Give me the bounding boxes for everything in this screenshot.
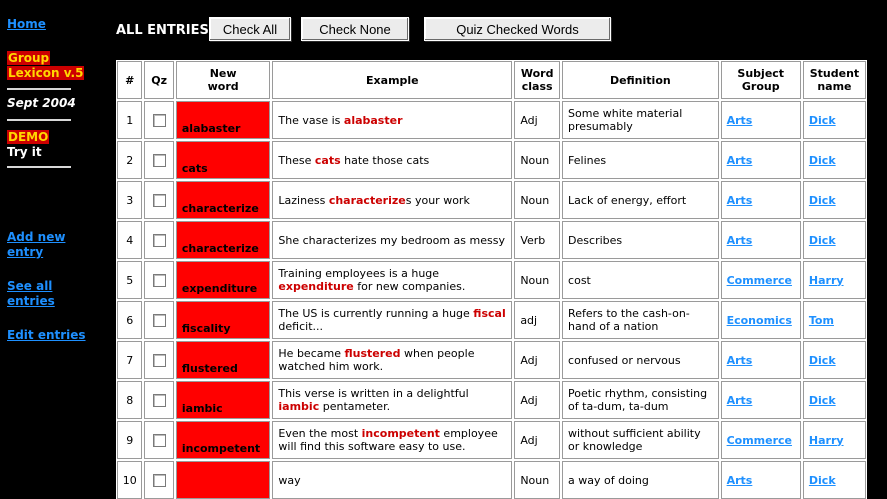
new-word-cell [176, 141, 271, 179]
new-word: cats [181, 162, 208, 175]
subject-group-link[interactable]: Economics [726, 313, 792, 327]
example-cell [272, 301, 512, 339]
edit-entries-link[interactable]: Edit entries [7, 328, 86, 342]
quiz-checkbox[interactable] [153, 314, 166, 327]
definition-cell: cost [562, 261, 719, 299]
example-cell [272, 101, 512, 139]
table-row [117, 381, 866, 419]
student-name-cell [803, 381, 866, 419]
quiz-checkbox[interactable] [153, 434, 166, 447]
quiz-checkbox[interactable] [153, 354, 166, 367]
new-word-cell [176, 301, 271, 339]
new-word: expenditure [181, 282, 258, 295]
header-subject-group [721, 61, 801, 99]
quiz-cell [144, 141, 173, 179]
word-class-cell: Adj [514, 101, 560, 139]
new-word-cell [176, 101, 271, 139]
subject-group-link[interactable]: Arts [726, 473, 753, 487]
header-subject-line1: Subject [737, 67, 785, 80]
quiz-cell [144, 421, 173, 459]
example-text-after: when people watched him work. [278, 347, 475, 373]
header-word-class [514, 61, 560, 99]
example-highlight: flustered [344, 347, 401, 360]
version-date: Sept 2004 [7, 96, 76, 110]
header-student-line2: name [817, 80, 852, 93]
example-cell [272, 461, 512, 499]
new-word: characterize [181, 242, 259, 255]
row-number: 3 [117, 181, 142, 219]
example-text: Even the most [278, 427, 362, 440]
see-all-entries-link[interactable] [7, 279, 55, 309]
definition-cell: Some white material presumably [562, 101, 719, 139]
subject-group-cell [721, 221, 801, 259]
student-name-link[interactable]: Tom [808, 313, 834, 327]
table-row [117, 261, 866, 299]
table-row [117, 301, 866, 339]
example-cell [272, 421, 512, 459]
example-text: The vase is [278, 113, 344, 127]
add-new-line2: entry [7, 245, 44, 259]
student-name-link[interactable]: Dick [808, 393, 836, 407]
word-class-cell: Noun [514, 141, 560, 179]
app-title [7, 51, 84, 81]
subject-group-link[interactable]: Commerce [726, 273, 793, 287]
header-word-class-line1: Word [520, 67, 554, 80]
student-name-cell [803, 101, 866, 139]
example-cell [272, 341, 512, 379]
subject-group-link[interactable]: Arts [726, 113, 753, 127]
example-highlight: expenditure [278, 280, 354, 293]
add-new-line1: Add new [7, 230, 66, 244]
new-word-cell [176, 181, 271, 219]
quiz-checkbox[interactable] [153, 394, 166, 407]
row-number: 8 [117, 381, 142, 419]
definition-cell: Describes [562, 221, 719, 259]
student-name-cell [803, 341, 866, 379]
quiz-cell [144, 221, 173, 259]
subject-group-link[interactable]: Commerce [726, 433, 793, 447]
try-it-label: Try it [7, 145, 42, 159]
new-word: alabaster [181, 122, 241, 135]
example-text: He became [278, 347, 345, 360]
table-row [117, 341, 866, 379]
example-cell [272, 261, 512, 299]
example-text: Training employees is a huge [278, 267, 440, 280]
app-title-line2: Lexicon v.5 [8, 66, 84, 80]
student-name-link[interactable]: Dick [808, 113, 836, 127]
quiz-checkbox[interactable] [153, 274, 166, 287]
example-text: She characterizes my bedroom as messy [278, 233, 505, 247]
example-cell [272, 181, 512, 219]
student-name-link[interactable]: Harry [808, 273, 844, 287]
table-row [117, 461, 866, 499]
example-cell [272, 141, 512, 179]
quiz-checkbox[interactable] [153, 234, 166, 247]
example-highlight: characterize [328, 193, 406, 207]
entries-table [116, 60, 867, 499]
quiz-checkbox[interactable] [153, 474, 166, 487]
new-word-cell [176, 461, 271, 499]
table-row [117, 141, 866, 179]
row-number: 6 [117, 301, 142, 339]
new-word-cell [176, 341, 271, 379]
example-text: The US is currently running a huge [278, 307, 474, 320]
header-qz: Qz [144, 61, 173, 99]
example-cell [272, 221, 512, 259]
subject-group-link[interactable]: Arts [726, 153, 753, 167]
example-highlight: iambic [278, 400, 320, 413]
quiz-checkbox[interactable] [153, 114, 166, 127]
word-class-cell: adj [514, 301, 560, 339]
check-all-button[interactable]: Check All [209, 17, 291, 41]
student-name-link[interactable]: Dick [808, 153, 836, 167]
subject-group-cell [721, 261, 801, 299]
home-link[interactable]: Home [7, 17, 46, 31]
demo-badge [7, 130, 49, 145]
word-class-cell: Noun [514, 181, 560, 219]
quiz-cell [144, 301, 173, 339]
definition-cell: Lack of energy, effort [562, 181, 719, 219]
row-number: 7 [117, 341, 142, 379]
student-name-link[interactable]: Dick [808, 233, 836, 247]
new-word: fiscality [181, 322, 231, 335]
definition-cell: Refers to the cash-on-hand of a nation [562, 301, 719, 339]
student-name-link[interactable]: Dick [808, 353, 836, 367]
divider [7, 119, 71, 121]
subject-group-cell [721, 141, 801, 179]
row-number: 4 [117, 221, 142, 259]
table-header-row [117, 61, 866, 99]
subject-group-link[interactable]: Arts [726, 393, 753, 407]
subject-group-cell [721, 421, 801, 459]
header-new-word [176, 61, 271, 99]
subject-group-cell [721, 341, 801, 379]
header-subject-line2: Group [741, 80, 780, 93]
header-num: # [117, 61, 142, 99]
student-name-cell [803, 221, 866, 259]
student-name-link[interactable]: Dick [808, 193, 836, 207]
row-number: 10 [117, 461, 142, 499]
subject-group-link[interactable]: Arts [726, 233, 753, 247]
example-text-after: hate those cats [340, 153, 430, 167]
check-none-button[interactable]: Check None [301, 17, 409, 41]
subject-group-cell [721, 461, 801, 499]
word-class-cell: Noun [514, 461, 560, 499]
demo-label: DEMO [8, 130, 49, 144]
quiz-cell [144, 461, 173, 499]
student-name-cell [803, 461, 866, 499]
divider [7, 166, 71, 168]
example-highlight: fiscal [473, 307, 506, 320]
entries-table-container [116, 60, 867, 499]
table-row [117, 181, 866, 219]
new-word: incompetent [181, 442, 261, 455]
new-word-cell [176, 261, 271, 299]
definition-cell: a way of doing [562, 461, 719, 499]
student-name-cell [803, 181, 866, 219]
page-title: ALL ENTRIES [116, 23, 209, 38]
subject-group-cell [721, 301, 801, 339]
quiz-cell [144, 381, 173, 419]
example-text-after: s your work [405, 193, 470, 207]
example-text: This verse is written in a delightful [278, 387, 469, 400]
header-new-word-line2: word [207, 80, 239, 93]
new-word-cell [176, 221, 271, 259]
header-student-name [803, 61, 866, 99]
see-all-line2: entries [7, 294, 55, 308]
definition-cell: without sufficient ability or knowledge [562, 421, 719, 459]
new-word: iambic [181, 402, 223, 415]
quiz-checkbox[interactable] [153, 154, 166, 167]
example-text-after: employee will find this software easy to use. [278, 427, 498, 453]
definition-cell: Felines [562, 141, 719, 179]
example-text: Laziness [278, 193, 329, 207]
new-word: flustered [181, 362, 238, 375]
quiz-checkbox[interactable] [153, 194, 166, 207]
quiz-cell [144, 181, 173, 219]
word-class-cell: Noun [514, 261, 560, 299]
table-row [117, 421, 866, 459]
quiz-cell [144, 341, 173, 379]
quiz-cell [144, 261, 173, 299]
header-word-class-line2: class [521, 80, 553, 93]
header-student-line1: Student [809, 67, 860, 80]
header-new-word-line1: New [209, 67, 237, 80]
sidebar [0, 0, 110, 499]
word-class-cell: Verb [514, 221, 560, 259]
student-name-link[interactable]: Harry [808, 433, 844, 447]
word-class-cell: Adj [514, 421, 560, 459]
student-name-cell [803, 421, 866, 459]
quiz-cell [144, 101, 173, 139]
example-text: way [278, 473, 301, 487]
header-example: Example [272, 61, 512, 99]
definition-cell: Poetic rhythm, consisting of ta-dum, ta-dum [562, 381, 719, 419]
row-number: 2 [117, 141, 142, 179]
row-number: 1 [117, 101, 142, 139]
definition-cell: confused or nervous [562, 341, 719, 379]
quiz-checked-words-button[interactable]: Quiz Checked Words [424, 17, 611, 41]
divider [7, 88, 71, 90]
header-definition: Definition [562, 61, 719, 99]
example-highlight: alabaster [343, 113, 403, 127]
example-text-after: pentameter. [319, 400, 391, 413]
table-row [117, 221, 866, 259]
example-highlight: cats [314, 153, 341, 167]
table-row [117, 101, 866, 139]
subject-group-link[interactable]: Arts [726, 193, 753, 207]
new-word-cell [176, 421, 271, 459]
add-new-entry-link[interactable] [7, 230, 65, 260]
app-title-line1: Group [8, 51, 50, 65]
subject-group-cell [721, 381, 801, 419]
new-word-cell [176, 381, 271, 419]
subject-group-link[interactable]: Arts [726, 353, 753, 367]
row-number: 5 [117, 261, 142, 299]
word-class-cell: Adj [514, 341, 560, 379]
student-name-link[interactable]: Dick [808, 473, 836, 487]
word-class-cell: Adj [514, 381, 560, 419]
new-word: characterize [181, 202, 259, 215]
example-text-after: deficit... [278, 320, 323, 333]
example-cell [272, 381, 512, 419]
example-text: These [278, 153, 315, 167]
student-name-cell [803, 301, 866, 339]
see-all-line1: See all [7, 279, 53, 293]
example-highlight: incompetent [361, 427, 440, 440]
student-name-cell [803, 261, 866, 299]
row-number: 9 [117, 421, 142, 459]
subject-group-cell [721, 101, 801, 139]
example-text-after: for new companies. [353, 280, 466, 293]
subject-group-cell [721, 181, 801, 219]
student-name-cell [803, 141, 866, 179]
